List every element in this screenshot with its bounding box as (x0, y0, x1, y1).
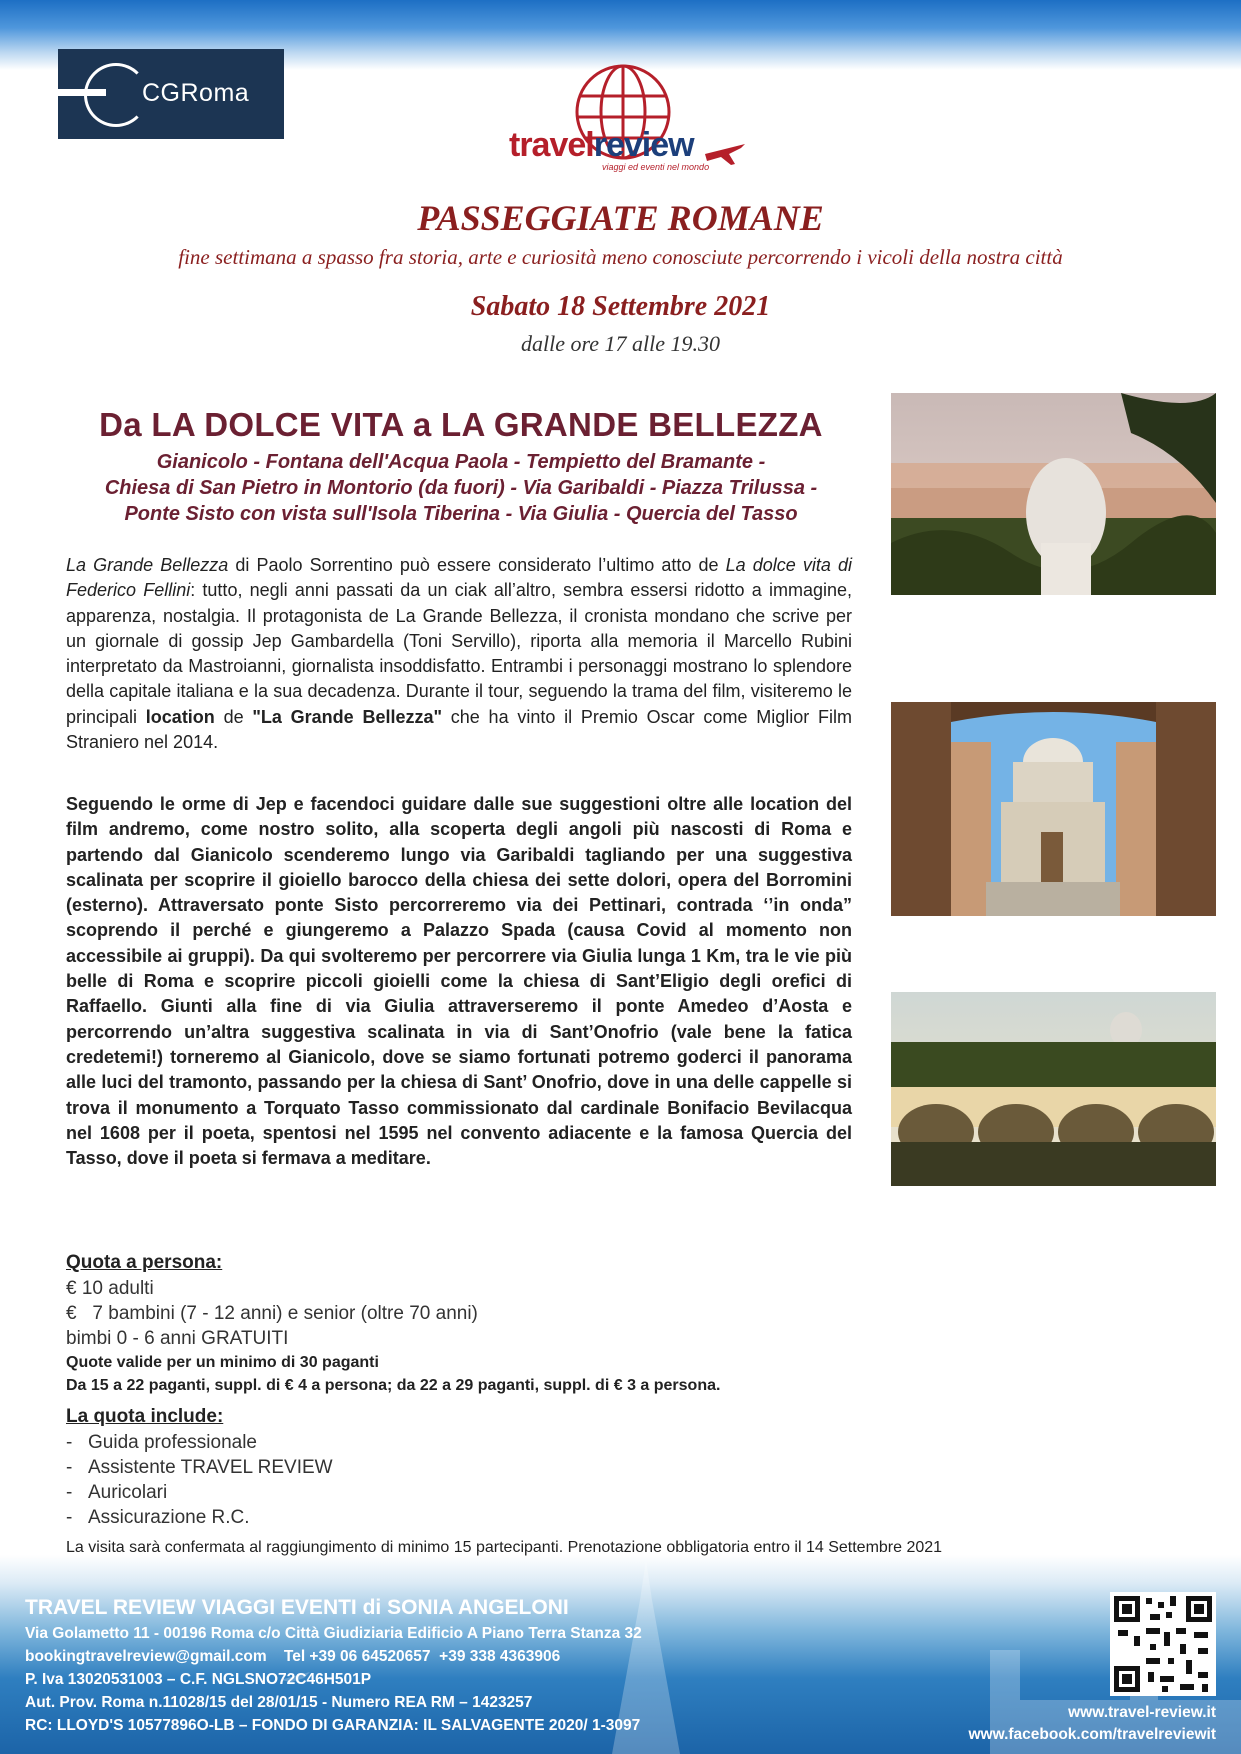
brand-wordmark (509, 126, 694, 165)
intro-paragraph (66, 553, 852, 755)
tour-stops-line: Chiesa di San Pietro in Montorio (da fuori) - Via Garibaldi - Piazza Trilussa - (104, 477, 818, 499)
cgroma-logo (58, 49, 284, 139)
airplane-icon (705, 144, 745, 165)
include-item: Auricolari (88, 1482, 168, 1503)
film-title: "La Grande Bellezza" (252, 706, 443, 727)
paragraph-text: di Paolo Sorrentino può essere considerato l’ultimo atto de (228, 555, 726, 575)
footer-company-name: TRAVEL REVIEW VIAGGI EVENTI di SONIA ANGELONI (25, 1596, 569, 1619)
dash-bullet-icon: - (66, 1507, 73, 1528)
event-date: Sabato 18 Settembre 2021 (470, 291, 771, 322)
page-title: PASSEGGIATE ROMANE (417, 198, 824, 238)
footer-address: Via Golametto 11 - 00196 Roma c/o Città Giudiziaria Edificio A Piano Terra Stanza 32 (25, 1625, 642, 1642)
include-item: Guida professionale (88, 1432, 257, 1453)
paragraph-text: : tutto, negli anni passati da un ciak all’altro, sembra essersi ridotto a immagine, apparenza, nostalgia. Il protagonista de La Grande Bellezza, il cronista mondano che scrive per un giornale di gossip Jep Gambardella (Toni Servillo), riporta alla memoria il Marcello Rubini interpretato da Mastroianni, giornalista insoddisfatto. Entrambi i personaggi mostrano lo splendore della capitale italiana e la sua decadenza. Durante il tour, seguendo la trama del film, visiteremo le principali (66, 580, 852, 727)
pricing-section (66, 1250, 966, 1397)
pricing-heading: Quota a persona: (66, 1252, 223, 1273)
includes-heading: La quota include: (66, 1406, 224, 1427)
emphasis-text: location (145, 706, 215, 727)
brand-word-review: review (593, 126, 694, 164)
dash-bullet-icon: - (66, 1432, 73, 1453)
photo-ponte-sisto (891, 992, 1216, 1186)
footer-license: Aut. Prov. Roma n.11028/15 del 28/01/15 - Numero REA RM – 1423257 (25, 1694, 533, 1711)
price-children: € 7 bambini (7 - 12 anni) e senior (oltre 70 anni) (66, 1303, 478, 1324)
brand-word-travel: travel (509, 126, 594, 164)
confirmation-note: La visita sarà confermata al raggiungimento di minimo 15 partecipanti. Prenotazione obbligatoria entro il 14 Settembre 2021 (66, 1539, 943, 1556)
travel-review-logo (505, 62, 750, 180)
page-subtitle: fine settimana a spasso fra storia, arte e curiosità meno conosciute percorrendo i vicoli della nostra città (178, 245, 1063, 269)
list-item (66, 1455, 966, 1480)
qr-code-icon[interactable] (1110, 1592, 1216, 1696)
itinerary-paragraph: Seguendo le orme di Jep e facendoci guidare dalle sue suggestioni oltre alle location del film andremo, come nostro solito, alla scoperta degli angoli più nascosti di Roma e partendo dal Gianicolo scenderemo lungo via Garibaldi tagliando per una suggestiva scalinata per scoprire il gioiello barocco della chiesa dei sette dolori, opera del Borromini (esterno). Attraversato ponte Sisto percorreremo via dei Pettinari, contrada ‘’in onda” scoprendo il perché e giungeremo a Palazzo Spada (causa Covid al momento non accessibile ai gruppi). Da qui svolteremo per percorrere via Giulia lunga 1 Km, tra le vie più belle di Roma e scoprire piccoli gioielli come la chiesa di Sant’Eligio degli orefici di Raffaello. Giunti alla fine di via Giulia attraverseremo il ponte Amedeo d’Aosta e percorrendo un’altra suggestiva scalinata in via di Sant’Onofrio (vale bene la fatica credetemi!) torneremo al Gianicolo, dove se siamo fortunati potremo goderci il panorama alle luci del tramonto, passando per la chiesa di Sant’ Onofrio, dove in una delle cappelle si trova il monumento a Torquato Tasso commissionato dal cardinale Bonifacio Bevilacqua nel 1608 per il poeta, spentosi nel 1595 nel convento adiacente e la famosa Quercia del Tasso, dove il poeta si fermava a meditare. (66, 794, 852, 1169)
price-adults: € 10 adulti (66, 1278, 154, 1299)
event-hours: dalle ore 17 alle 19.30 (521, 331, 720, 356)
dash-bullet-icon: - (66, 1457, 73, 1478)
footer-vat: P. Iva 13020531003 – C.F. NGLSNO72C46H501P (25, 1671, 372, 1688)
website-link[interactable]: www.travel-review.it (1068, 1704, 1216, 1721)
facebook-link[interactable]: www.facebook.com/travelreviewit (968, 1726, 1216, 1743)
footer-web-links (968, 1702, 1216, 1746)
photo-gianicolo-bust (891, 393, 1216, 595)
cgroma-logo-text: CGRoma (142, 79, 250, 107)
price-free: bimbi 0 - 6 anni GRATUITI (66, 1328, 289, 1349)
footer-contact-block (25, 1594, 642, 1737)
footer-contacts: bookingtravelreview@gmail.com Tel +39 06 64520657 +39 338 4363906 (25, 1648, 561, 1665)
paragraph-text: che ha vinto il Premio Oscar come Miglior Film Straniero nel 2014. (66, 706, 852, 753)
include-item: Assicurazione R.C. (88, 1507, 250, 1528)
photo-tempietto-bramante (891, 702, 1216, 916)
footer-insurance: RC: LLOYD'S 10577896O-LB – FONDO DI GARANZIA: IL SALVAGENTE 2020/ 1-3097 (25, 1717, 641, 1734)
list-item (66, 1430, 966, 1455)
tour-stops-line: Ponte Sisto con vista sull'Isola Tiberina - Via Giulia - Quercia del Tasso (124, 503, 798, 525)
paragraph-text: de (214, 706, 253, 727)
brand-tagline: viaggi ed eventi nel mondo (602, 162, 710, 172)
include-item: Assistente TRAVEL REVIEW (88, 1457, 333, 1478)
tour-stops-line: Gianicolo - Fontana dell'Acqua Paola - Tempietto del Bramante - (156, 451, 766, 473)
film-title: La dolce vita di Federico Fellini (66, 555, 853, 601)
dash-bullet-icon: - (66, 1482, 73, 1503)
tour-stops (66, 449, 856, 527)
pricing-minimum-note: Quote valide per un minimo di 30 paganti (66, 1354, 379, 1371)
pricing-supplement-note: Da 15 a 22 paganti, suppl. di € 4 a persona; da 22 a 29 paganti, suppl. di € 3 a persona. (66, 1377, 721, 1394)
tour-title: Da LA DOLCE VITA a LA GRANDE BELLEZZA (99, 406, 823, 443)
film-title: La Grande Bellezza (66, 555, 229, 575)
logo-bar-shape (58, 89, 106, 96)
